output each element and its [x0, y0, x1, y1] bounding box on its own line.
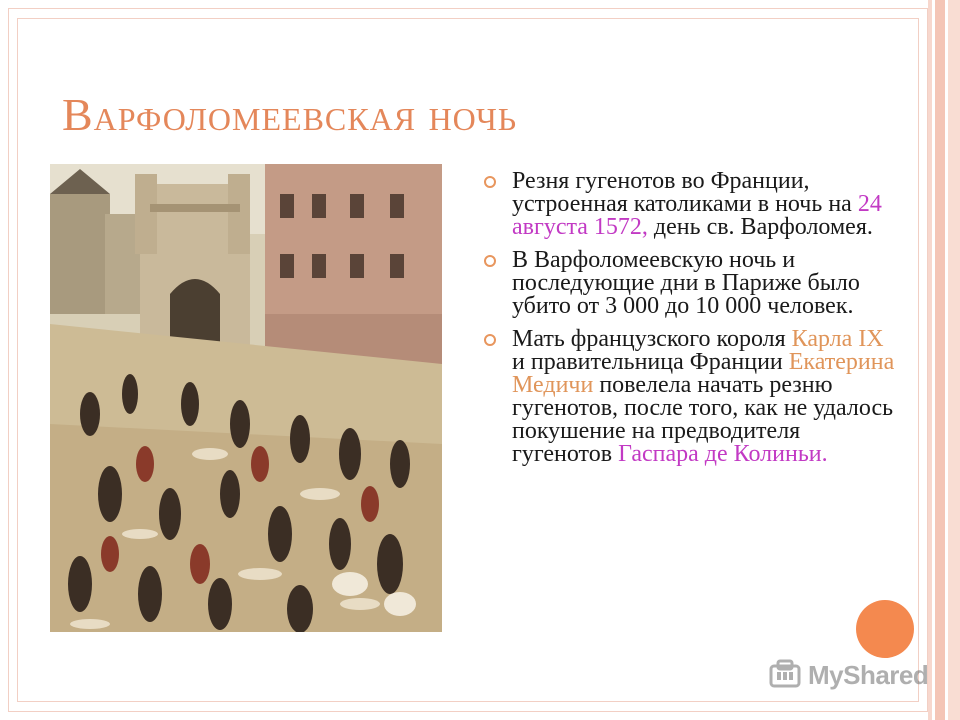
slide-title: Варфоломеевская ночь: [62, 89, 518, 140]
bullet-highlight-text: 24 августа 1572,: [512, 191, 882, 240]
bullet-circle-icon: [484, 176, 496, 188]
decorative-stripes: [928, 0, 960, 720]
bullet-text: Резня гугенотов во Франции, устроенная католиками в ночь на: [512, 168, 858, 217]
bullet-list: [482, 170, 902, 476]
bullet-highlight-text: Екатерина Медичи: [512, 349, 895, 398]
myshared-watermark: [768, 656, 928, 694]
watermark-text: MyShared: [808, 659, 929, 690]
bullet-text: Мать французского короля: [512, 326, 792, 352]
bullet-circle-icon: [484, 255, 496, 267]
bullet-text: день св. Варфоломея.: [647, 214, 873, 240]
bullet-highlight-text: Карла IX: [791, 326, 884, 352]
massacre-painting-image: [50, 164, 442, 632]
bullet-text: и правительница Франции: [512, 349, 789, 375]
decorative-circle: [856, 600, 914, 658]
bullet-item: [482, 170, 902, 239]
myshared-logo-icon: [768, 658, 802, 692]
bullet-highlight-text: Гаспара де Колиньи.: [618, 441, 828, 467]
bullet-text: В Варфоломеевскую ночь и последующие дни в Париже было убито от 3 000 до 10 000 человек.: [512, 247, 860, 319]
bullet-circle-icon: [484, 334, 496, 346]
bullet-item: [482, 328, 902, 466]
bullet-text: повелела начать резню гугенотов, после того, как не удалось покушение на предводителя гугенотов: [512, 372, 894, 467]
bullet-item: [482, 249, 902, 318]
